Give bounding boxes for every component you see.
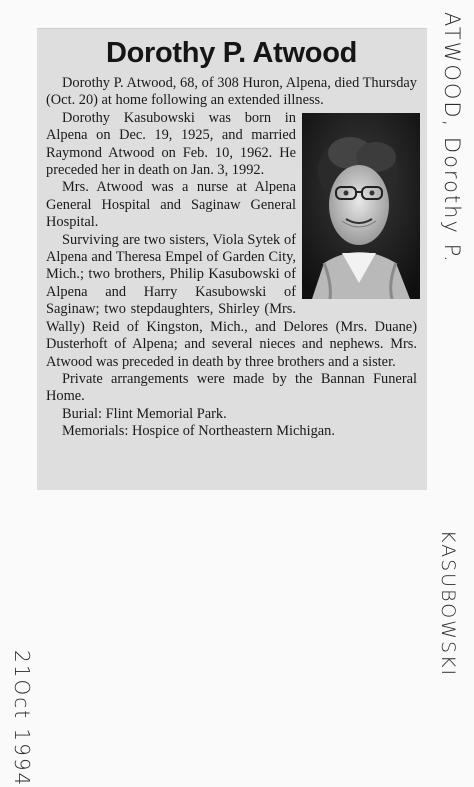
- obituary-paragraph: Dorothy Kasubowski was born in Alpena on Dec. 19, 1925, and married Raymond Atwood on Feb. 10, 1962. He preceded her in death on Jan. 3, 1992.: [46, 109, 296, 179]
- obituary-paragraph: Surviving are two sisters, Viola Sytek of Alpena and Theresa Empel of Garden City, Mich.; two brothers, Philip Kasubowski of Alpena and Harry Kasubowski of Saginaw; two stepdaughters, Shirley (Mrs. Wally) Reid of Kingston, Mich., and Delores (Mrs. Duane) Dusterhoft of Alpena; and several nieces and nephews. Mrs. Atwood was preceded in death by three brothers and a sister.: [46, 231, 417, 370]
- handwritten-date-note: 21Oct 1994: [10, 650, 34, 787]
- handwritten-maiden-name-note: KASUBOWSKI: [437, 530, 459, 678]
- obituary-paragraph: Burial: Flint Memorial Park.: [62, 405, 227, 422]
- obituary-headline: Dorothy P. Atwood: [105, 37, 358, 69]
- obituary-clipping: [37, 28, 427, 490]
- obituary-paragraph: Private arrangements were made by the Bannan Funeral Home.: [46, 370, 417, 405]
- obituary-body: [46, 75, 417, 441]
- obituary-paragraph: Dorothy P. Atwood, 68, of 308 Huron, Alpena, died Thursday (Oct. 20) at home following an extended illness.: [46, 75, 417, 109]
- obituary-paragraph: Mrs. Atwood was a nurse at Alpena General Hospital and Saginaw General Hospital.: [46, 179, 296, 231]
- portrait-photo: [302, 113, 420, 299]
- handwritten-name-note: ATWOOD, Dorothy P.: [440, 12, 464, 264]
- obituary-paragraph: Memorials: Hospice of Northeastern Michigan.: [62, 423, 335, 440]
